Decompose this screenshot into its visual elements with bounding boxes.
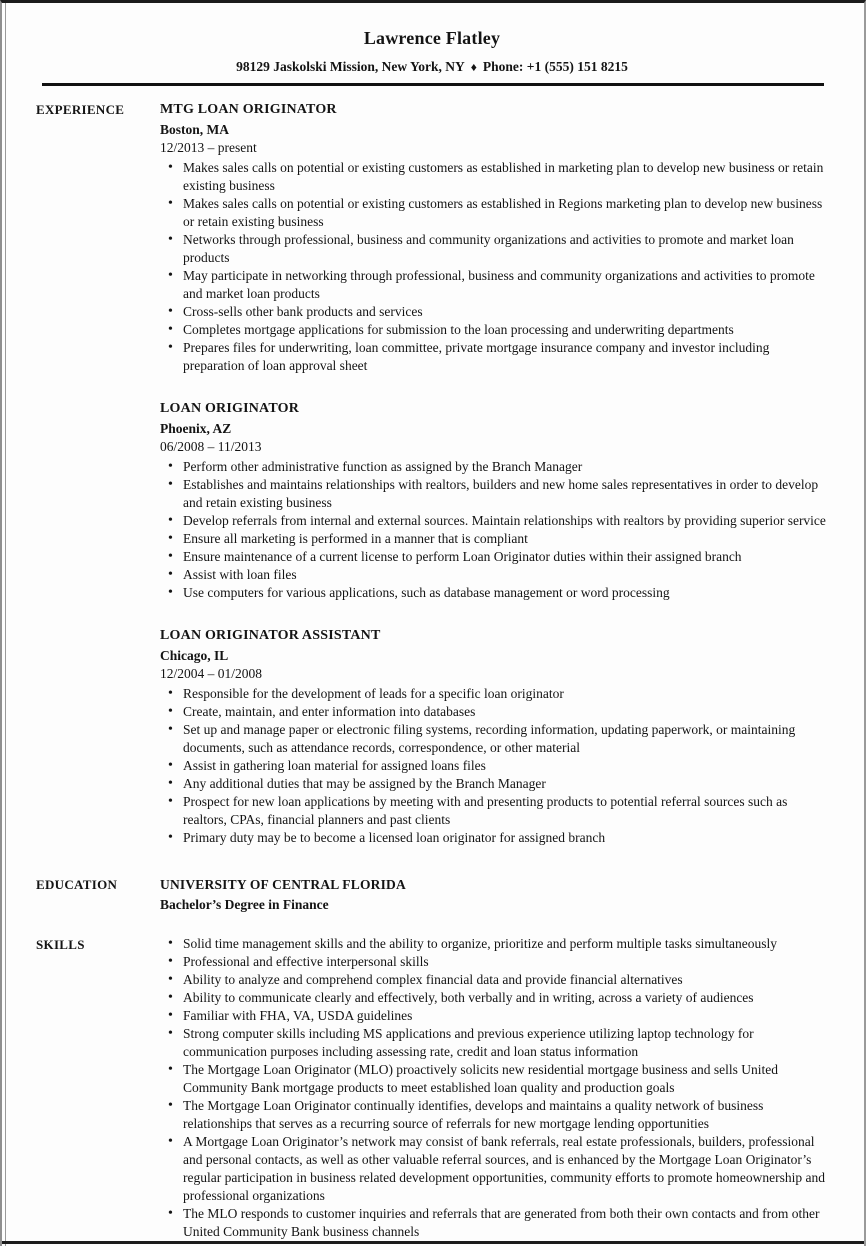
bullet-item: • Makes sales calls on potential or existing customers as established in marketing plan to develop new business or retain existing business [160,159,828,195]
bullet-item: • The MLO responds to customer inquiries and referrals that are generated from both their own contacts and from other United Community Bank business channels [160,1205,828,1241]
job-location: Boston, MA [160,122,230,137]
skills-bullet-list [160,935,828,1241]
bullet-item: • Ensure all marketing is performed in a manner that is compliant [160,530,828,548]
bullet-item: • Ability to analyze and comprehend complex financial data and provide financial alternatives [160,971,828,989]
address-text: 98129 Jaskolski Mission, New York, NY [236,59,465,74]
bullet-item: • A Mortgage Loan Originator’s network may consist of bank referrals, real estate professionals, builders, professional and personal contacts, as well as other valuable referral sources, and is enhanced by the Mortgage Loan Originator’s regular participation in business related development opportunities, community efforts to promote homeownership and professional organizations [160,1133,828,1205]
bullet-item: • Cross-sells other bank products and services [160,303,828,321]
job-entry-1 [160,100,828,375]
bullet-item: • Familiar with FHA, VA, USDA guidelines [160,1007,828,1025]
job-bullet-list [160,159,828,375]
experience-content [160,100,828,847]
section-label-experience: EXPERIENCE [36,102,125,117]
bullet-item: • Establishes and maintains relationships with realtors, builders and new home sales representatives in order to develop and retain existing business [160,476,828,512]
bullet-item: • May participate in networking through professional, business and community organizations and activities to promote and market loan products [160,267,828,303]
job-title: MTG LOAN ORIGINATOR [160,102,337,117]
bullet-item: • Develop referrals from internal and external sources. Maintain relationships with realtors by providing superior service [160,512,828,530]
bullet-item: • Ensure maintenance of a current license to perform Loan Originator duties within their assigned branch [160,548,828,566]
bullet-item: • Makes sales calls on potential or existing customers as established in Regions marketing plan to develop new business or retain existing business [160,195,828,231]
bullet-item: • Networks through professional, business and community organizations and activities to promote and market loan products [160,231,828,267]
bullet-item: • Strong computer skills including MS applications and previous experience utilizing laptop technology for communication purposes including assessing rate, credit and loan status information [160,1025,828,1061]
job-title: LOAN ORIGINATOR [160,401,300,416]
person-name: Lawrence Flatley [363,28,501,48]
job-title: LOAN ORIGINATOR ASSISTANT [160,628,381,643]
job-bullet-list [160,458,828,602]
bullet-item: • Any additional duties that may be assigned by the Branch Manager [160,775,828,793]
job-entry-2 [160,399,828,602]
bullet-item: • Professional and effective interpersonal skills [160,953,828,971]
section-label-skills: SKILLS [36,937,85,952]
job-bullet-list [160,685,828,847]
bullet-item: • Solid time management skills and the ability to organize, prioritize and perform multiple tasks simultaneously [160,935,828,953]
job-location: Phoenix, AZ [160,421,232,436]
bullet-item: • Perform other administrative function as assigned by the Branch Manager [160,458,828,476]
bullet-item: • Assist with loan files [160,566,828,584]
job-dates: 12/2004 – 01/2008 [160,666,263,681]
bullet-item: • Assist in gathering loan material for assigned loans files [160,757,828,775]
phone-text: Phone: +1 (555) 151 8215 [482,59,628,74]
header-divider [42,83,824,86]
bullet-item: • Ability to communicate clearly and effectively, both verbally and in writing, across a variety of audiences [160,989,828,1007]
bullet-item: • The Mortgage Loan Originator (MLO) proactively solicits new residential mortgage business and sells United Community Bank mortgage products to meet established loan quality and production goals [160,1061,828,1097]
bullet-item: • Completes mortgage applications for submission to the loan processing and underwriting departments [160,321,828,339]
bullet-item: • Prospect for new loan applications by meeting with and presenting products to potential referral sources such as realtors, CPAs, financial planners and past clients [160,793,828,829]
contact-line [36,58,828,76]
skills-content [160,935,828,1241]
degree-name: Bachelor’s Degree in Finance [160,897,329,912]
job-dates: 12/2013 – present [160,140,257,155]
section-label-education: EDUCATION [36,877,118,892]
bullet-item: • Use computers for various applications, such as database management or word processing [160,584,828,602]
job-dates: 06/2008 – 11/2013 [160,439,262,454]
experience-section [36,100,828,847]
bullet-item: • Prepares files for underwriting, loan committee, private mortgage insurance company and investor including preparation of loan approval sheet [160,339,828,375]
skills-section [36,935,828,1241]
education-section [36,875,828,914]
job-location: Chicago, IL [160,648,229,663]
bullet-item: • Create, maintain, and enter information into databases [160,703,828,721]
bullet-item: • Set up and manage paper or electronic filing systems, recording information, updating paperwork, or maintaining documents, such as attendance records, correspondence, or other material [160,721,828,757]
diamond-icon: ♦ [470,60,477,74]
bullet-item: • Primary duty may be to become a licensed loan originator for assigned branch [160,829,828,847]
resume-header [36,3,828,86]
school-name: UNIVERSITY OF CENTRAL FLORIDA [160,877,406,892]
bullet-item: • The Mortgage Loan Originator continually identifies, develops and maintains a quality network of business relationships that serves as a recurring source of referrals for new mortgage lending opportunities [160,1097,828,1133]
education-content [160,875,828,914]
job-entry-3 [160,626,828,847]
bullet-item: • Responsible for the development of leads for a specific loan originator [160,685,828,703]
